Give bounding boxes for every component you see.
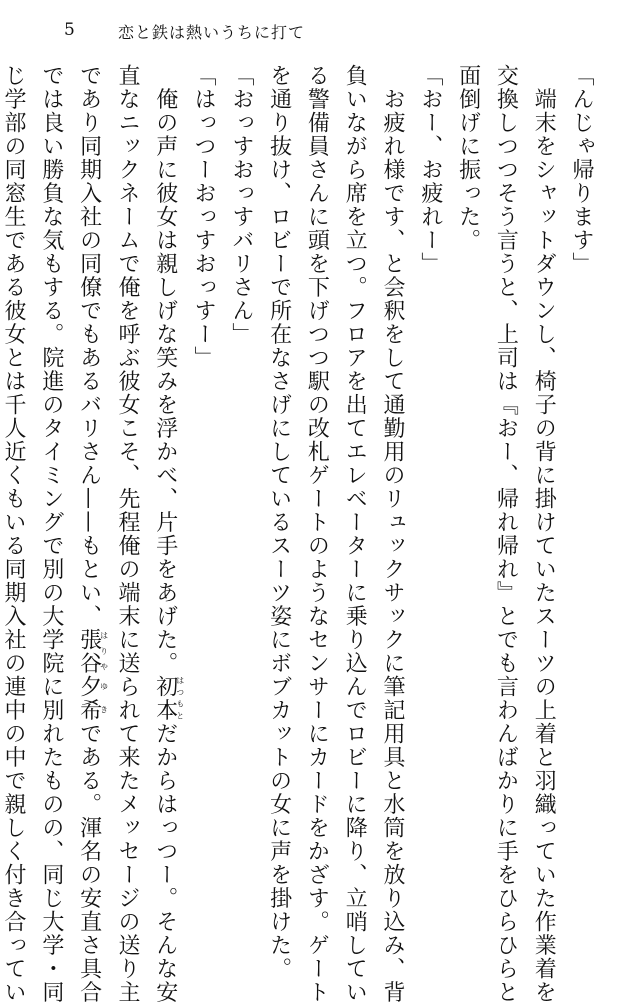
page-number: 5 [64, 20, 75, 40]
ruby-reading: はりや [99, 628, 109, 675]
text-line: 俺の声に彼女は親しげな笑みを浮かべ、片手をあげた。初本はつもとだからはっつー。そんな安 [152, 64, 185, 1004]
ruby-reading: ゆき [99, 675, 109, 722]
ruby-base: 夕希 [76, 675, 102, 722]
text-line: 交換しつつそう言うと、上司は『おー、帰れ帰れ』とでも言わんばかりに手をひらひらと [493, 64, 519, 1004]
text-line: 「おー、お疲れー」 [417, 64, 443, 276]
ruby-reading: はつもと [175, 675, 185, 722]
text-line: る警備員さんに頭を下げつつ駅の改札ゲートのようなセンサーにカードをかざす。ゲート [304, 64, 330, 1004]
text-line: じ学部の同窓生である彼女とは千人近くもいる同期入社の連中の中で親しく付き合ってい [1, 64, 27, 1004]
text-line: 「んじゃ帰ります」 [569, 64, 594, 276]
text-line: 面倒げに振った。 [455, 64, 481, 252]
ruby-yuki [76, 675, 109, 722]
text-line: 「はっつーおっすおっすー」 [191, 64, 217, 370]
text-line: 端末をシャットダウンし、椅子の背に掛けていたスーツの上着と羽織っていた作業着を [531, 64, 557, 1004]
ruby-base: 張谷 [76, 628, 102, 675]
vertical-body-text [1, 64, 600, 1004]
text-line: を通り抜け、ロビーで所在なさげにしているスーツ姿にボブカットの女に声を掛けた。 [266, 64, 292, 981]
text-line: 負いながら席を立つ。フロアを出てエレベーターに乗り込んでロビーに降り、立哨してい [342, 64, 368, 1004]
running-title: 恋と鉄は熱いうちに打て [118, 23, 306, 42]
text-line: 「おっすおっすバリさん」 [228, 64, 254, 346]
text-line: であり同期入社の同僚でもあるバリさん——もとい、張谷はりや夕希ゆきである。渾名の安直さ具合 [76, 64, 109, 1004]
ruby-base: 初本 [152, 675, 178, 722]
text-line: では良い勝負な気もする。院進のタイミングで別の大学院に別れたものの、同じ大学・同 [38, 64, 64, 1004]
text-line: お疲れ様です、と会釈をして通勤用のリュックサックに筆記用具と水筒を放り込み、背 [380, 64, 406, 1004]
ruby-hatsumoto [152, 675, 185, 722]
text-line: 直なニックネームで俺を呼ぶ彼女こそ、先程俺の端末に送られて来たメッセージの送り主 [114, 64, 140, 1004]
page-header [0, 20, 638, 46]
ruby-hariya [76, 628, 109, 675]
